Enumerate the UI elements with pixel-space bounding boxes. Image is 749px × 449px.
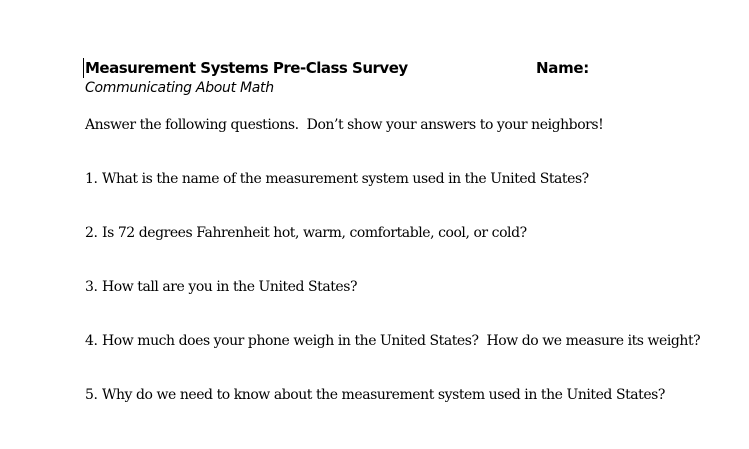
question-item [85, 279, 357, 295]
question-item [85, 333, 700, 349]
question-text: Why do we need to know about the measurement system used in the United States? [102, 387, 665, 403]
question-text: How tall are you in the United States? [102, 279, 358, 295]
question-item [85, 225, 527, 241]
question-text: What is the name of the measurement system used in the United States? [102, 171, 589, 187]
question-number: 1. [85, 171, 98, 187]
question-number: 3. [85, 279, 98, 295]
question-text: How much does your phone weigh in the United States? How do we measure its weight? [102, 333, 701, 349]
question-item [85, 387, 665, 403]
question-number: 2. [85, 225, 98, 241]
document-title: Measurement Systems Pre-Class Survey [85, 59, 408, 77]
name-label: Name: [536, 59, 589, 77]
question-number: 4. [85, 333, 98, 349]
question-text: Is 72 degrees Fahrenheit hot, warm, comfortable, cool, or cold? [102, 225, 527, 241]
question-item [85, 171, 589, 187]
text-cursor [83, 58, 84, 78]
instructions-text: Answer the following questions. Don’t show your answers to your neighbors! [85, 117, 604, 133]
document-subtitle: Communicating About Math [85, 80, 274, 96]
question-number: 5. [85, 387, 98, 403]
